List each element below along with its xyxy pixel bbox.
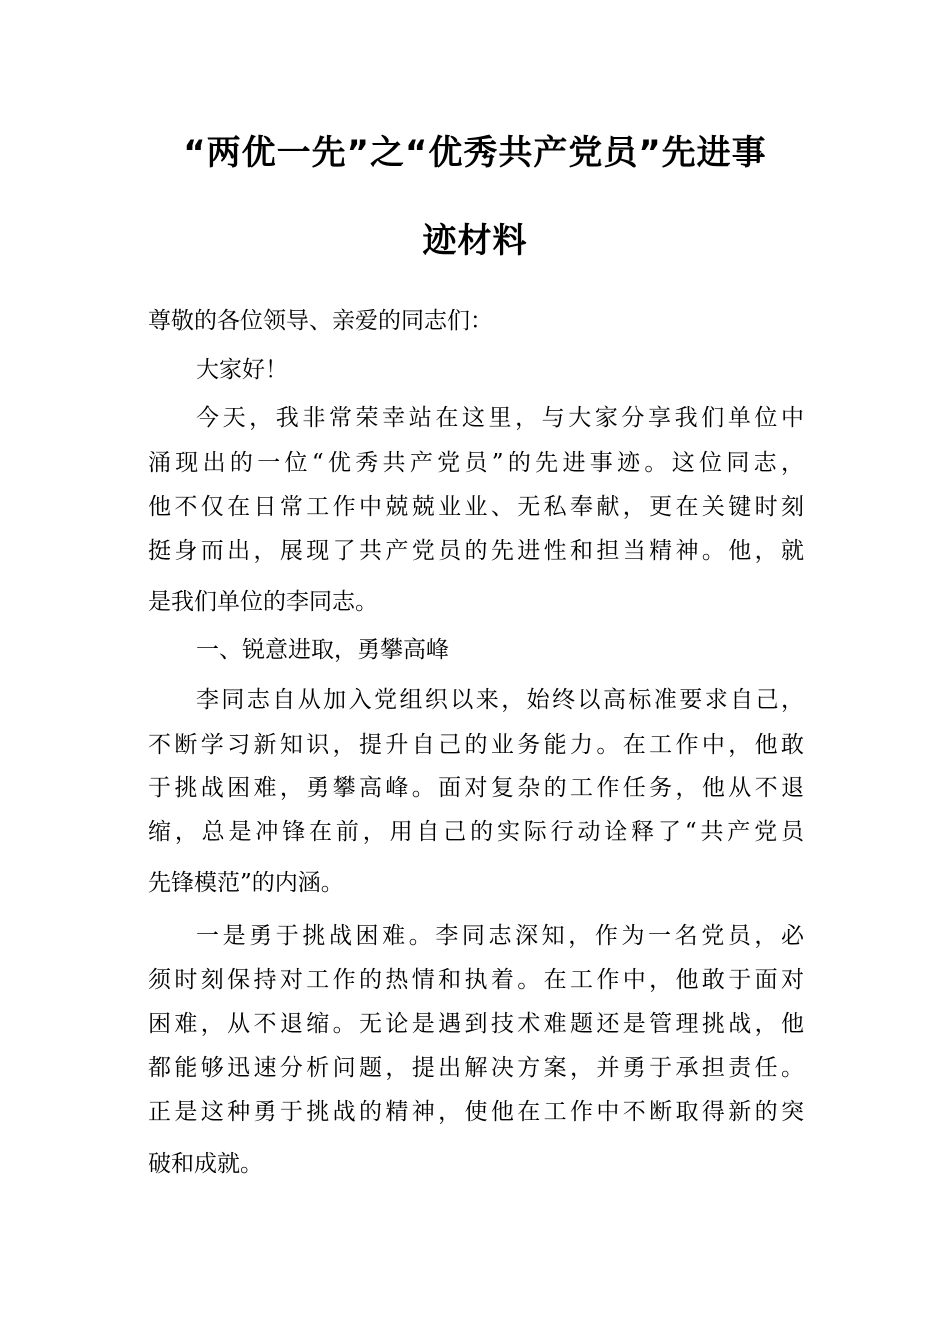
paragraph-line: 须时刻保持对工作的热情和执着。在工作中，他敢于面对	[148, 967, 804, 993]
document-title-line-2: 迹材料	[422, 221, 528, 261]
paragraph-line: 都能够迅速分析问题，提出解决方案，并勇于承担责任。	[148, 1055, 804, 1081]
paragraph-line: 先锋模范”的内涵。	[148, 870, 344, 896]
document-title-line-1: “两优一先”之“优秀共产党员”先进事	[183, 133, 767, 173]
salutation: 尊敬的各位领导、亲爱的同志们：	[148, 308, 493, 334]
paragraph-line: 于挑战困难，勇攀高峰。面对复杂的工作任务，他从不退	[148, 775, 804, 801]
paragraph-line: 困难，从不退缩。无论是遇到技术难题还是管理挑战，他	[148, 1011, 804, 1037]
paragraph-line: 破和成就。	[148, 1151, 263, 1177]
greeting: 大家好！	[196, 357, 288, 383]
paragraph-line: 今天，我非常荣幸站在这里，与大家分享我们单位中	[196, 405, 804, 431]
paragraph-line: 正是这种勇于挑战的精神，使他在工作中不断取得新的突	[148, 1099, 804, 1125]
paragraph-line: 缩，总是冲锋在前，用自己的实际行动诠释了“共产党员	[148, 819, 804, 845]
paragraph-line: 他不仅在日常工作中兢兢业业、无私奉献，更在关键时刻	[148, 494, 804, 520]
paragraph-line: 一是勇于挑战困难。李同志深知，作为一名党员，必	[196, 923, 804, 949]
paragraph-line: 涌现出的一位“优秀共产党员”的先进事迹。这位同志，	[148, 450, 804, 476]
paragraph-line: 挺身而出，展现了共产党员的先进性和担当精神。他，就	[148, 538, 804, 564]
paragraph-line: 李同志自从加入党组织以来，始终以高标准要求自己，	[196, 687, 804, 713]
section-heading: 一、锐意进取，勇攀高峰	[196, 637, 449, 663]
paragraph-line: 是我们单位的李同志。	[148, 589, 378, 615]
paragraph-line: 不断学习新知识，提升自己的业务能力。在工作中，他敢	[148, 732, 804, 758]
